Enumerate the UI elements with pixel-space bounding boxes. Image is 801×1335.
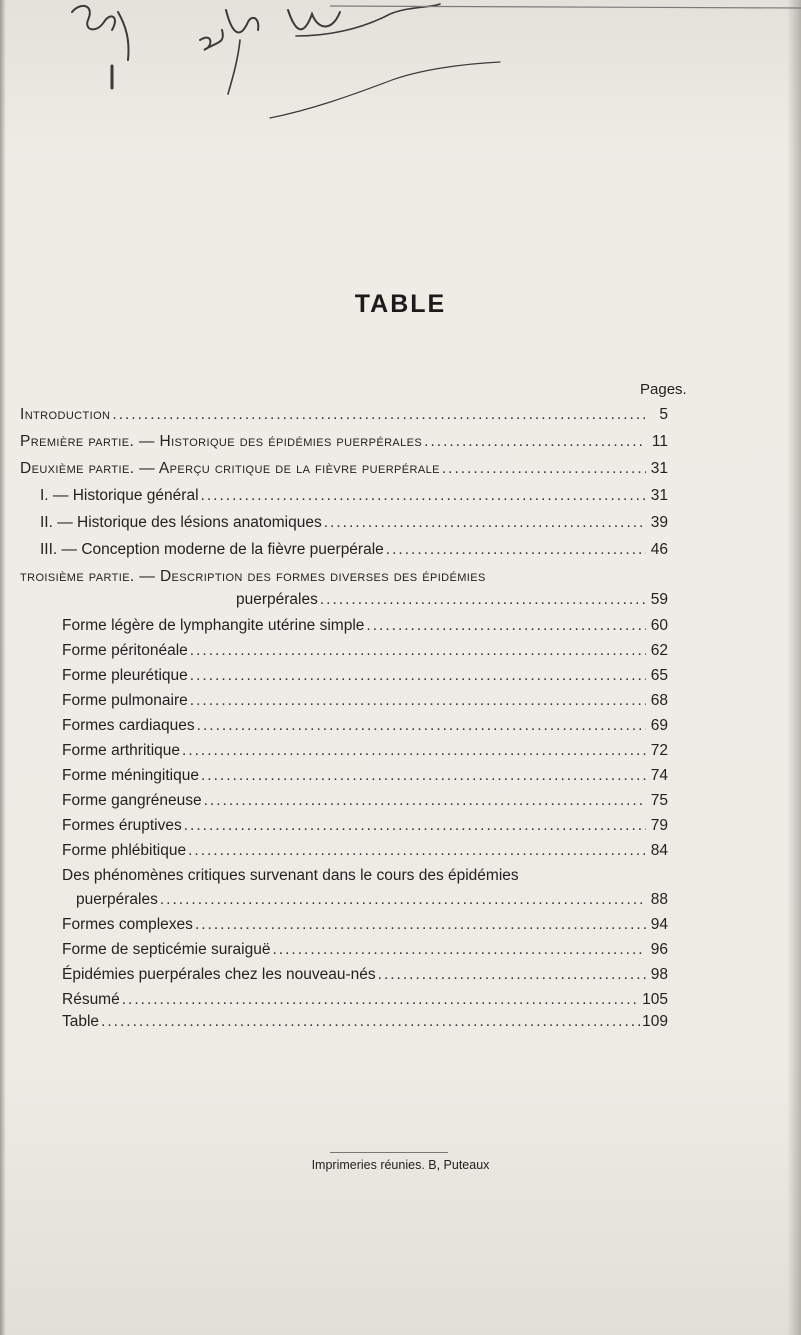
toc-entry-label: Forme méningitique xyxy=(62,767,199,784)
dot-leader xyxy=(122,990,640,1010)
toc-entry-forms-cardiaques xyxy=(62,716,668,736)
toc-entry-page: 88 xyxy=(650,891,668,908)
dot-leader xyxy=(378,965,646,985)
dot-leader xyxy=(320,590,646,610)
toc-entry-page: 79 xyxy=(650,817,668,834)
page-right-edge xyxy=(787,0,801,1335)
toc-entry-label: Table xyxy=(62,1013,100,1030)
toc-entry-label: puerpérales xyxy=(236,591,318,608)
toc-entry-form-peritoneale xyxy=(62,641,668,661)
toc-entry-page: 72 xyxy=(650,742,668,759)
toc-entry-page: 84 xyxy=(650,842,668,859)
toc-entry-table xyxy=(62,1012,668,1032)
toc-entry-form-pulmonaire xyxy=(62,691,668,711)
toc-entry-form-septicemie xyxy=(62,940,668,960)
toc-entry-introduction xyxy=(20,405,668,425)
toc-entry-phenomenes-line-1: Des phénomènes critiques survenant dans le cours des épidémies xyxy=(62,867,519,884)
toc-entry-page: 68 xyxy=(650,692,668,709)
toc-entry-label: Première partie. — Historique des épidémies puerpérales xyxy=(20,433,423,450)
toc-entry-page: 39 xyxy=(650,514,668,531)
page-left-edge xyxy=(0,0,6,1335)
toc-entry-nouveau-nes xyxy=(62,965,668,985)
dot-leader xyxy=(190,641,646,661)
dot-leader xyxy=(204,791,646,811)
toc-entry-part-1 xyxy=(20,432,668,452)
dot-leader xyxy=(324,513,646,533)
toc-entry-resume xyxy=(62,990,668,1010)
dot-leader xyxy=(101,1012,640,1032)
toc-entry-page: 105 xyxy=(642,991,668,1008)
dot-leader xyxy=(442,459,646,479)
toc-entry-label: Forme péritonéale xyxy=(62,642,188,659)
toc-entry-page: 46 xyxy=(650,541,668,558)
dot-leader xyxy=(184,816,646,836)
toc-entry-part-2 xyxy=(20,459,668,479)
dot-leader xyxy=(201,766,646,786)
toc-entry-part-3-line-1: troisième partie. — Description des formes diverses des épidémies xyxy=(20,568,486,585)
toc-entry-label: Formes cardiaques xyxy=(62,717,195,734)
toc-entry-form-arthritique xyxy=(62,741,668,761)
toc-entry-label: Forme légère de lymphangite utérine simple xyxy=(62,617,365,634)
toc-entry-part-2-section-3 xyxy=(40,540,668,560)
toc-entry-page: 31 xyxy=(650,460,668,477)
toc-entry-part-2-section-1 xyxy=(40,486,668,506)
dot-leader xyxy=(195,915,646,935)
toc-entry-label: Forme pleurétique xyxy=(62,667,188,684)
toc-entry-label: puerpérales xyxy=(76,891,158,908)
dot-leader xyxy=(424,432,646,452)
dot-leader xyxy=(182,741,646,761)
toc-entry-label: I. — Historique général xyxy=(40,487,199,504)
toc-entry-page: 98 xyxy=(650,966,668,983)
toc-entry-forms-complexes xyxy=(62,915,668,935)
toc-entry-forms-eruptives xyxy=(62,816,668,836)
toc-entry-label: Deuxième partie. — Aperçu critique de la fièvre puerpérale xyxy=(20,460,440,477)
pages-column-header: Pages. xyxy=(640,381,687,398)
toc-entry-part-3 xyxy=(236,590,668,610)
toc-entry-page: 109 xyxy=(642,1013,668,1030)
dot-leader xyxy=(188,841,646,861)
toc-entry-label: Formes éruptives xyxy=(62,817,182,834)
toc-entry-page: 65 xyxy=(650,667,668,684)
toc-entry-part-2-section-2 xyxy=(40,513,668,533)
dot-leader xyxy=(197,716,646,736)
toc-entry-label: Forme pulmonaire xyxy=(62,692,188,709)
toc-entry-page: 74 xyxy=(650,767,668,784)
toc-entry-label: Épidémies puerpérales chez les nouveau-nés xyxy=(62,966,376,983)
toc-entry-page: 96 xyxy=(650,941,668,958)
toc-entry-page: 5 xyxy=(659,406,668,423)
dot-leader xyxy=(386,540,646,560)
toc-entry-label: Forme arthritique xyxy=(62,742,181,759)
toc-entry-form-meningitique xyxy=(62,766,668,786)
toc-entry-form-phlebitique xyxy=(62,841,668,861)
handwritten-annotation xyxy=(0,0,801,140)
toc-entry-label: II. — Historique des lésions anatomiques xyxy=(40,514,322,531)
page-title: TABLE xyxy=(354,290,447,318)
toc-entry-form-lymphangite xyxy=(62,616,668,636)
dot-leader xyxy=(273,940,647,960)
toc-entry-label: Forme gangréneuse xyxy=(62,792,202,809)
printer-imprint: Imprimeries réunies. B, Puteaux xyxy=(311,1158,490,1172)
toc-entry-label: III. — Conception moderne de la fièvre puerpérale xyxy=(40,541,384,558)
toc-entry-label: Introduction xyxy=(20,406,111,423)
imprint-divider xyxy=(330,1152,448,1153)
dot-leader xyxy=(190,666,646,686)
toc-entry-page: 75 xyxy=(650,792,668,809)
dot-leader xyxy=(112,405,646,425)
toc-entry-label: Forme phlébitique xyxy=(62,842,187,859)
toc-entry-page: 62 xyxy=(650,642,668,659)
toc-entry-form-pleuretique xyxy=(62,666,668,686)
toc-entry-page: 60 xyxy=(650,617,668,634)
toc-entry-page: 31 xyxy=(650,487,668,504)
dot-leader xyxy=(160,890,646,910)
toc-entry-label: Forme de septicémie suraiguë xyxy=(62,941,271,958)
dot-leader xyxy=(366,616,646,636)
dot-leader xyxy=(201,486,646,506)
toc-entry-page: 94 xyxy=(650,916,668,933)
toc-entry-label: Formes complexes xyxy=(62,916,193,933)
toc-entry-page: 69 xyxy=(650,717,668,734)
toc-entry-phenomenes-critiques xyxy=(76,890,668,910)
toc-entry-page: 11 xyxy=(651,433,668,450)
dot-leader xyxy=(190,691,646,711)
toc-entry-form-gangreneuse xyxy=(62,791,668,811)
toc-entry-label: Résumé xyxy=(62,991,120,1008)
toc-entry-page: 59 xyxy=(650,591,668,608)
